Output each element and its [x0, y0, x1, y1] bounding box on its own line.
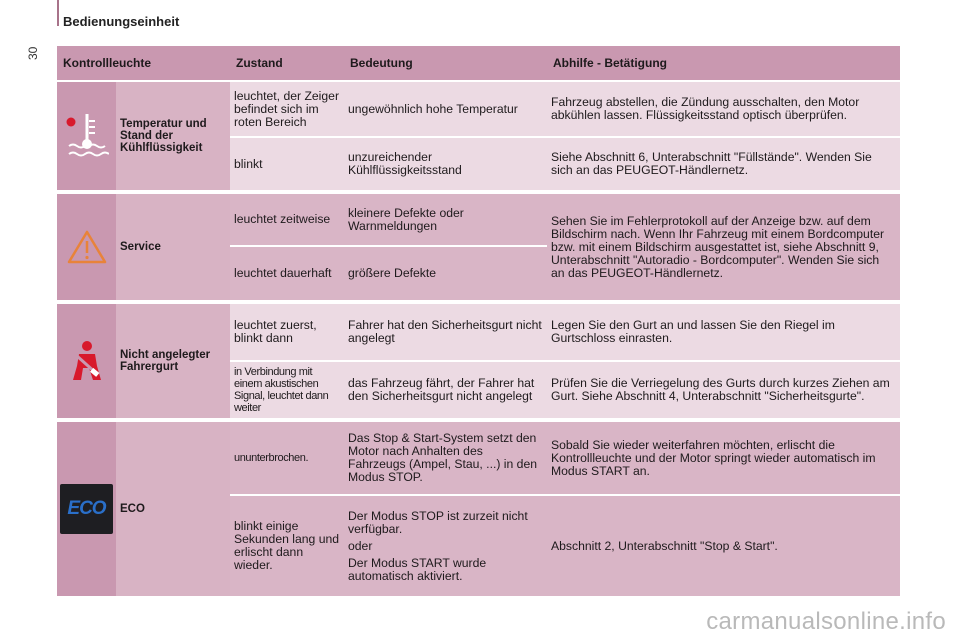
meaning-eco-2-part-2: oder	[348, 539, 373, 553]
remedy-eco-1: Sobald Sie wieder weiterfahren möchten, erlischt die Kontrollleuchte und der Motor springt wieder automatisch im Modus START an.	[547, 422, 900, 494]
state-eco-1: ununterbrochen.	[230, 422, 344, 494]
state-service-1: leuchtet zeitweise	[230, 194, 344, 245]
column-header-kontrollleuchte: Kontrollleuchte	[57, 46, 230, 80]
icon-cell-service	[57, 194, 116, 300]
meaning-service-1: kleinere Defekte oder Warnmeldungen	[344, 194, 547, 245]
remedy-eco-2: Abschnitt 2, Unterabschnitt "Stop & Start".	[547, 496, 900, 596]
remedy-service: Sehen Sie im Fehlerprotokoll auf der Anzeige bzw. auf dem Bildschirm nach. Wenn Ihr Fahrzeug mit einem Bordcomputer bzw. mit einem Bildschirm ausgestattet ist, siehe Abschnitt 9, Unterabschnitt "Autoradio - Bordcomputer". Wenden Sie sich an das PEUGEOT-Händlernetz.	[547, 194, 900, 300]
page-header-title: Bedienungseinheit	[63, 14, 180, 29]
meaning-eco-2-part-3: Der Modus START wurde automatisch aktiviert.	[348, 556, 487, 583]
meaning-seatbelt-1: Fahrer hat den Sicherheitsgurt nicht angelegt	[344, 304, 547, 360]
meaning-coolant-1: ungewöhnlich hohe Temperatur	[344, 82, 547, 136]
column-header-abhilfe: Abhilfe - Betätigung	[547, 46, 900, 80]
eco-icon	[60, 484, 113, 534]
meaning-eco-2	[344, 496, 547, 596]
icon-cell-seatbelt	[57, 304, 116, 418]
state-seatbelt-1: leuchtet zuerst, blinkt dann	[230, 304, 344, 360]
indicator-name-eco: ECO	[116, 422, 230, 596]
column-header-bedeutung: Bedeutung	[344, 46, 547, 80]
meaning-eco-2-part-1: Der Modus STOP ist zurzeit nicht verfügbar.	[348, 509, 528, 536]
coolant-temperature-icon	[65, 112, 109, 164]
meaning-service-2: größere Defekte	[344, 247, 547, 300]
state-eco-2: blinkt einige Sekunden lang und erlischt dann wieder.	[230, 496, 344, 596]
state-coolant-1: leuchtet, der Zeiger befindet sich im roten Bereich	[230, 82, 344, 136]
page-number: 30	[26, 46, 40, 60]
indicator-name-seatbelt: Nicht angelegter Fahrergurt	[116, 304, 230, 418]
meaning-seatbelt-2: das Fahrzeug fährt, der Fahrer hat den Sicherheitsgurt nicht angelegt	[344, 362, 547, 418]
watermark: carmanualsonline.info	[706, 608, 946, 635]
indicator-name-coolant: Temperatur und Stand der Kühlflüssigkeit	[116, 82, 230, 190]
remedy-seatbelt-2: Prüfen Sie die Verriegelung des Gurts durch kurzes Ziehen am Gurt. Siehe Abschnitt 4, Unterabschnitt "Sicherheitsgurte".	[547, 362, 900, 418]
icon-cell-eco	[57, 422, 116, 596]
state-service-2: leuchtet dauerhaft	[230, 247, 344, 300]
remedy-coolant-2: Siehe Abschnitt 6, Unterabschnitt "Füllstände". Wenden Sie sich an das PEUGEOT-Händlernetz.	[547, 138, 900, 190]
icon-cell-coolant	[57, 82, 116, 190]
remedy-seatbelt-1: Legen Sie den Gurt an und lassen Sie den Riegel im Gurtschloss einrasten.	[547, 304, 900, 360]
eco-icon-text: ECO	[67, 498, 106, 519]
warning-triangle-icon	[67, 230, 107, 264]
state-coolant-2: blinkt	[230, 138, 344, 190]
seatbelt-icon	[67, 340, 107, 384]
meaning-eco-1: Das Stop & Start-System setzt den Motor nach Anhalten des Fahrzeugs (Ampel, Stau, ...) in den Modus STOP.	[344, 422, 547, 494]
indicator-name-service: Service	[116, 194, 230, 300]
meaning-coolant-2: unzureichender Kühlflüssigkeitsstand	[344, 138, 547, 190]
column-header-zustand: Zustand	[230, 46, 344, 80]
remedy-coolant-1: Fahrzeug abstellen, die Zündung ausschalten, den Motor abkühlen lassen. Flüssigkeitsstand optisch überprüfen.	[547, 82, 900, 136]
state-seatbelt-2: in Verbindung mit einem akustischen Signal, leuchtet dann weiter	[230, 362, 344, 418]
side-rule	[57, 0, 59, 26]
